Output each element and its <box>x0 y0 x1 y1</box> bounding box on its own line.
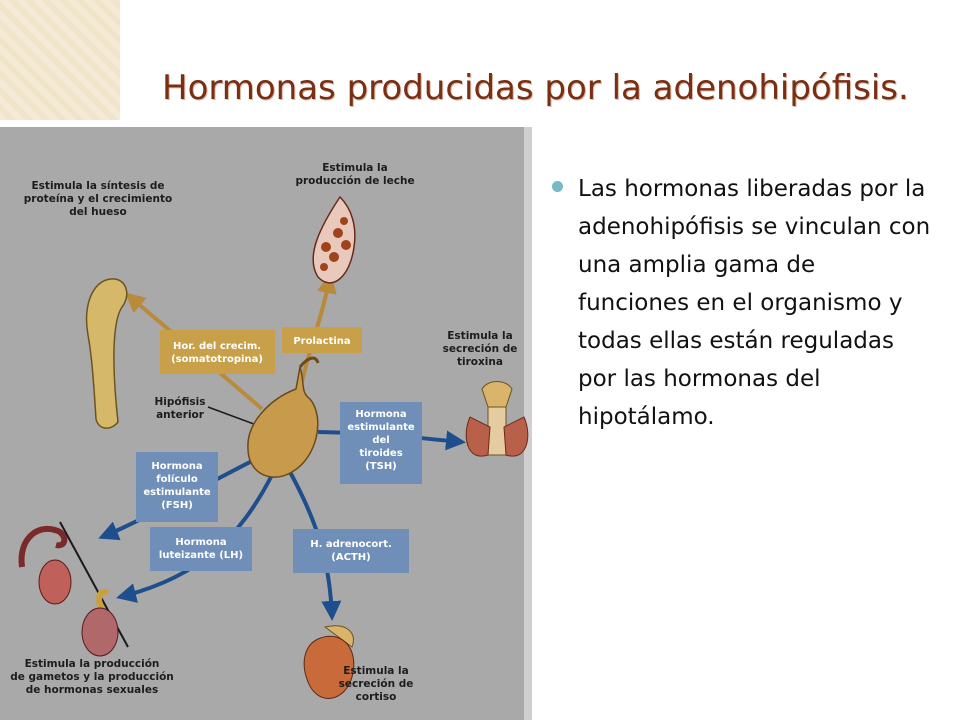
bullet-list <box>552 170 932 436</box>
pituitary-label: Hipófisis anterior <box>154 396 206 421</box>
acth-box <box>293 529 409 573</box>
adrenal-effect-label: Estimula la secreción de cortiso <box>338 665 414 703</box>
prolactin-label: Prolactina <box>293 336 351 347</box>
slide-title: Hormonas producidas por la adenohipófisis. <box>162 68 909 108</box>
lh-label: Hormona luteizante (LH) <box>158 537 244 561</box>
thyroid-effect-label: Estimula la secreción de tiroxina <box>442 330 518 368</box>
gonad-effect-label: Estimula la producción de gametos y la producción de hormonas sexuales <box>10 658 174 696</box>
gh-box <box>160 330 275 374</box>
bullet-dot-icon <box>552 181 563 192</box>
bone-effect-label: Estimula la síntesis de proteína y el crecimiento del hueso <box>23 180 173 218</box>
pituitary-diagram <box>0 127 532 720</box>
lh-box <box>150 527 252 571</box>
decorative-corner <box>0 0 120 120</box>
acth-label: H. adrenocort. (ACTH) <box>310 539 392 563</box>
gh-label: Hor. del crecim. (somatotropina) <box>171 341 263 365</box>
milk-effect-label: Estimula la producción de leche <box>295 162 415 187</box>
fsh-label: Hormona folículo estimulante (FSH) <box>143 461 211 511</box>
tsh-label: Hormona estimulante del tiroides (TSH) <box>347 409 415 472</box>
bullet-paragraph: Las hormonas liberadas por la adenohipófisis se vinculan con una amplia gama de funciones en el organismo y todas ellas están reguladas por las hormonas del hipotálamo. <box>578 176 931 430</box>
